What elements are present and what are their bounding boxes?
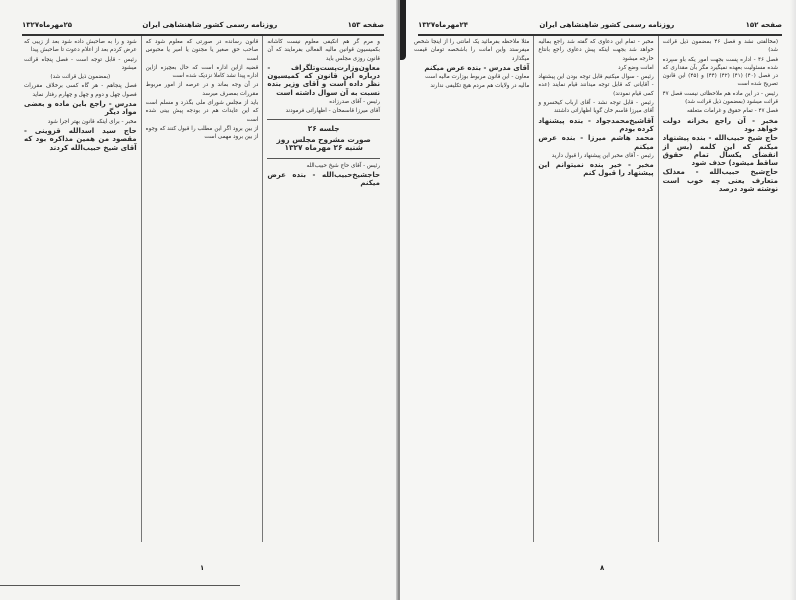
paragraph: فصل پنجاهم - هر گاه کسی برخلاف مقررات فصول چهل و دوم و چهل و چهارم رفتار نماید — [23, 83, 137, 98]
paragraph: مالیه در ولایات هم مردم هیچ تکلیفی ندارند — [430, 83, 530, 90]
paragraph: معاون - این قانون مربوط بوزارت مالیه است — [425, 74, 530, 81]
column-3 — [20, 36, 141, 542]
paragraph: رئیس - در این ماده هم ملاحظاتی نیست فصل ۴۷ قرائت میشود (بمضمون ذیل قرائت شد) — [662, 90, 778, 106]
page-edge-shadow — [790, 0, 796, 600]
speaker-heading: حاج سید اسدالله قزوینی - مقصود من همین مذاکره بود که آقای شیخ حبیب‌الله کردند — [23, 126, 137, 152]
issue-date: ۲۴مهرماه۱۳۲۷ — [418, 21, 469, 29]
text-columns — [410, 36, 782, 542]
paragraph: رئیس - آقای حاج شیخ حبیب‌الله — [306, 162, 380, 169]
page-number: ۱ — [200, 564, 205, 572]
session-number: جلسه ۲۶ — [307, 123, 340, 133]
paragraph: فصل ۴۶ - اداره پست بجهت امور یکه باو سپرده شده مسئولیت بعهده نمیگیرد مگر بآن مقداری که در فصل (۴۰) (۴۱) (۴۲) (۴۴) و (۴۵) این قانون تصریح شده است — [662, 56, 778, 88]
speaker-heading: حاجشیخ‌حبیب‌الله - بنده عرض میکنم — [267, 170, 380, 188]
column-3 — [410, 36, 533, 542]
column-1 — [262, 36, 384, 542]
binding-edge — [400, 0, 406, 60]
paragraph: رئیس - آقای مخبر این پیشنهاد را قبول دارید — [551, 152, 654, 159]
paragraph: باید از مجلس شورای ملی بگذرد و مسلم است که این عایدات هم در بودجه پیش بینی شده است — [145, 100, 259, 123]
paragraph: امانت وضع کرد — [618, 64, 654, 71]
right-page — [400, 0, 796, 600]
speaker-heading: مخبر - خیر بنده نمیتوانم این پیشنهاد را قبول کنم — [538, 161, 654, 178]
paragraph: قانون رسانده در صورتی که معلوم شود که صاحب حق صغیر یا مجنون یا امیر یا محبوس است — [145, 39, 259, 62]
gazette-title: روزنامه رسمی کشور شاهنشاهی ایران — [539, 21, 675, 29]
column-2 — [141, 36, 263, 542]
paragraph: رئیس - آقای صدرزاده — [329, 99, 380, 106]
bottom-rule — [0, 585, 240, 586]
paragraph: و مرم گر هم انکیفی معلوم نیست کاشانه بکمیسیون قوانین مالیه الفعالی بفرمایند که آن قانون روزی مجلس باید — [267, 39, 380, 62]
column-1 — [658, 36, 782, 542]
paragraph: مثلا ملاحظه بفرمائید یک امانتی را از اینجا شخص میفرستد واین امانت را باشخصه تومان قیمت میگذارد — [414, 39, 530, 62]
text-columns — [20, 36, 384, 542]
paragraph: شود و را به صاحبش داده شود بعد از زیبی که عرض کردم بعد از اعلام دعوت تا صاحبش پیدا — [23, 39, 137, 54]
paragraph: از بین برود اگر این مطلب را قبول کنند که وجوه از بین برود مهمی است — [145, 125, 259, 141]
paragraph: رئیس - قابل توجه نشد - آقای ارباب کیخسرو و آقای میرزا قاسم خان گویا اظهاراتی داشتند — [538, 100, 654, 115]
paragraph: رئیس - قابل توجه است - فصل پنجاه قرائت میشود — [23, 56, 137, 71]
session-box — [267, 119, 380, 159]
gazette-title: روزنامه رسمی کشور شاهنشاهی ایران — [142, 21, 278, 29]
paragraph: آقای میرزا قاسمخان - اظهاراتی فرمودند — [285, 108, 380, 115]
speaker-heading: مخبر - آن راجع بخزانه دولت خواهد بود — [662, 116, 778, 133]
paragraph: در آن وجه بماند و در عرصه از امور مربوط مقررات بمصرف میرسد — [145, 82, 259, 97]
paragraph: مخبر - تمام این دعاوی که گفته شد راجع بمالیه خواهد شد بجهت اینکه پیش دعاوی راجع بانتاع خارجه میشود — [538, 39, 654, 62]
page-label: صفحه ۱۵۳ — [347, 21, 384, 29]
paragraph: قضیه ازاین اداره است که حال بعچیزه ازاین اداره پیدا نشد کاملا نزدیک شده است — [145, 64, 259, 80]
page-header — [418, 18, 782, 32]
paragraph: (مخالفتی نشد و فصل ۴۶ بمضمون ذیل قرائت شد) — [662, 39, 779, 54]
page-label: صفحه ۱۵۲ — [745, 21, 782, 29]
page-header — [22, 18, 384, 32]
paragraph: فصل ۴۷ - تمام حقوق و غرامات متعلقه — [686, 108, 778, 115]
issue-date: ۲۵مهرماه۱۳۲۷ — [22, 21, 73, 29]
column-2 — [533, 36, 657, 542]
speaker-heading: محمد هاشم میرزا - بنده عرض میکنم — [538, 134, 654, 151]
paragraph: مخبر - برای اینکه قانون بهتر اجرا شود — [47, 118, 137, 125]
session-title: صورت مشروح مجلس روز شنبه ۲۶ مهرماه ۱۳۲۷ — [276, 134, 371, 153]
paragraph: رئیس - سوال میکنیم قابل توجه بودن این پیشنهاد - آقایانی که قابل توجه میدانند قیام نمایند (عده کمی قیام نمودند) — [538, 74, 654, 97]
speaker-heading: آقاشیخ‌محمدجواد - بنده پیشنهاد کرده بودم — [538, 116, 654, 133]
speaker-heading: معاون‌وزارت‌پست‌وتلگراف - درباره این قانون که کمیسیون نظر داده است و آقای وزیر بنده نسبت به آن سوال داشته است — [267, 63, 380, 97]
speaker-heading: حاج شیخ حبیب‌الله - بنده پیشنهاد میکنم که این کلمه (بس از انقضای یکسال تمام حقوق ساقط میشود) حذف شود — [662, 134, 778, 168]
speaker-heading: حاج‌شیخ حبیب‌الله - معذلک متعارف یعنی چه خوب است نوشته شود درصد — [662, 168, 778, 194]
page-number: ۸ — [600, 564, 605, 572]
speaker-heading: مدرس - راجع باین ماده و بعضی مواد دیگر — [23, 100, 137, 117]
reading-note: (بمضمون ذیل قرائت شد) — [50, 74, 111, 81]
speaker-heading: آقای مدرس - بنده عرض میکنم — [424, 63, 530, 72]
